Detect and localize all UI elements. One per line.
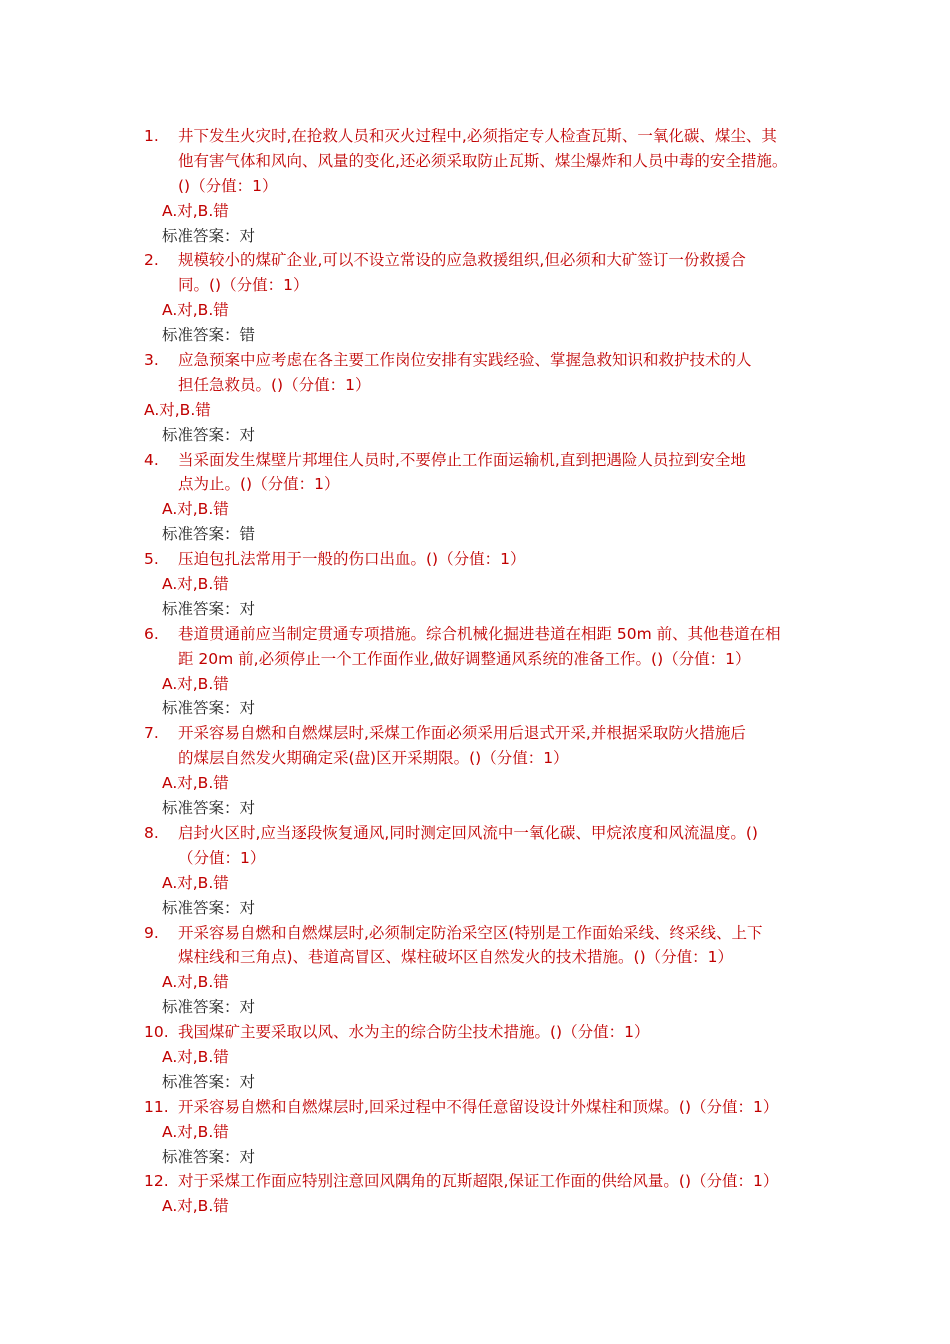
question-item xyxy=(0,124,950,248)
standard-answer-line xyxy=(0,995,950,1020)
standard-answer-line xyxy=(0,423,950,448)
standard-answer-line xyxy=(0,1145,950,1170)
options-line xyxy=(0,871,950,896)
answer-options: A.对,B.错 xyxy=(162,774,229,793)
question-text: 压迫包扎法常用于一般的伤口出血。()（分值：1） xyxy=(178,550,526,569)
options-line xyxy=(0,497,950,522)
question-text: 应急预案中应考虑在各主要工作岗位安排有实践经验、掌握急救知识和救护技术的人 xyxy=(178,351,752,370)
question-text: 我国煤矿主要采取以风、水为主的综合防尘技术措施。()（分值：1） xyxy=(178,1023,650,1042)
standard-answer: 标准答案：对 xyxy=(162,898,256,917)
standard-answer: 标准答案：错 xyxy=(162,525,256,544)
question-line xyxy=(0,921,950,946)
question-line xyxy=(0,622,950,647)
question-text: 巷道贯通前应当制定贯通专项措施。综合机械化掘进巷道在相距 50m 前、其他巷道在相 xyxy=(178,624,781,643)
question-item xyxy=(0,921,950,1021)
standard-answer-line xyxy=(0,796,950,821)
question-text: 井下发生火灾时,在抢救人员和灭火过程中,必须指定专人检查瓦斯、一氧化碳、煤尘、其 xyxy=(178,127,777,145)
standard-answer: 标准答案：对 xyxy=(162,998,256,1017)
question-continuation-line xyxy=(0,945,950,970)
question-text: 他有害气体和风向、风量的变化,还必须采取防止瓦斯、煤尘爆炸和人员中毒的安全措施。 xyxy=(178,151,788,170)
question-text: 担任急救员。()（分值：1） xyxy=(178,375,371,394)
answer-options: A.对,B.错 xyxy=(162,973,229,992)
options-line xyxy=(0,199,950,224)
answer-options: A.对,B.错 xyxy=(162,201,229,220)
question-number: 7. xyxy=(144,724,159,743)
standard-answer: 标准答案：错 xyxy=(162,326,256,345)
question-text: 当采面发生煤壁片邦埋住人员时,不要停止工作面运输机,直到把遇险人员拉到安全地 xyxy=(178,450,746,469)
question-continuation-line xyxy=(0,373,950,398)
options-line xyxy=(0,1194,950,1219)
question-text: 煤柱线和三角点)、巷道高冒区、煤柱破坏区自然发火的技术措施。()（分值：1） xyxy=(178,948,734,967)
options-line xyxy=(0,572,950,597)
standard-answer: 标准答案：对 xyxy=(162,599,256,618)
question-continuation-line xyxy=(0,746,950,771)
question-text: 点为止。()（分值：1） xyxy=(178,475,340,494)
question-text: 距 20m 前,必须停止一个工作面作业,做好调整通风系统的准备工作。()（分值：1） xyxy=(178,649,751,668)
question-number: 8. xyxy=(144,823,159,842)
question-line xyxy=(0,547,950,572)
options-line xyxy=(0,1045,950,1070)
standard-answer: 标准答案：对 xyxy=(162,1147,256,1166)
question-continuation-line xyxy=(0,273,950,298)
question-number: 12. xyxy=(144,1172,169,1191)
standard-answer: 标准答案：对 xyxy=(162,799,256,818)
question-continuation-line xyxy=(0,472,950,497)
question-line xyxy=(0,721,950,746)
question-text: （分值：1） xyxy=(178,848,266,867)
question-line xyxy=(0,821,950,846)
answer-options: A.对,B.错 xyxy=(162,1197,229,1216)
options-line xyxy=(0,672,950,697)
question-continuation-line xyxy=(0,149,950,174)
answer-options: A.对,B.错 xyxy=(162,873,229,892)
answer-options: A.对,B.错 xyxy=(162,301,229,320)
options-line xyxy=(0,1120,950,1145)
question-text: 同。()（分值：1） xyxy=(178,276,309,295)
question-number: 1. xyxy=(144,127,159,145)
question-item xyxy=(0,547,950,622)
question-number: 3. xyxy=(144,351,159,370)
standard-answer-line xyxy=(0,323,950,348)
question-text: 开采容易自燃和自燃煤层时,回采过程中不得任意留设设计外煤柱和顶煤。()（分值：1） xyxy=(178,1097,779,1116)
options-line xyxy=(0,970,950,995)
question-line xyxy=(0,124,950,149)
options-line xyxy=(0,771,950,796)
question-line xyxy=(0,1169,950,1194)
question-text: 启封火区时,应当逐段恢复通风,同时测定回风流中一氧化碳、甲烷浓度和风流温度。() xyxy=(178,823,758,842)
question-continuation-line xyxy=(0,647,950,672)
question-list xyxy=(0,124,950,1219)
question-item xyxy=(0,348,950,448)
question-item xyxy=(0,1095,950,1170)
question-number: 11. xyxy=(144,1097,169,1116)
standard-answer-line xyxy=(0,597,950,622)
question-number: 2. xyxy=(144,251,159,270)
options-line xyxy=(0,398,950,423)
question-item xyxy=(0,721,950,821)
question-item xyxy=(0,248,950,348)
standard-answer-line xyxy=(0,696,950,721)
answer-options: A.对,B.错 xyxy=(162,1122,229,1141)
question-line xyxy=(0,248,950,273)
question-number: 5. xyxy=(144,550,159,569)
question-text: 对于采煤工作面应特别注意回风隅角的瓦斯超限,保证工作面的供给风量。()（分值：1） xyxy=(178,1172,779,1191)
question-number: 9. xyxy=(144,923,159,942)
standard-answer-line xyxy=(0,224,950,249)
question-line xyxy=(0,448,950,473)
question-continuation-line xyxy=(0,174,950,199)
standard-answer-line xyxy=(0,896,950,921)
question-continuation-line xyxy=(0,846,950,871)
question-line xyxy=(0,348,950,373)
question-text: 规模较小的煤矿企业,可以不设立常设的应急救援组织,但必须和大矿签订一份救援合 xyxy=(178,251,746,270)
question-number: 4. xyxy=(144,450,159,469)
answer-options: A.对,B.错 xyxy=(162,575,229,594)
standard-answer: 标准答案：对 xyxy=(162,226,256,245)
standard-answer: 标准答案：对 xyxy=(162,699,256,718)
question-text: ()（分值：1） xyxy=(178,176,278,195)
standard-answer-line xyxy=(0,522,950,547)
question-item xyxy=(0,821,950,921)
options-line xyxy=(0,298,950,323)
standard-answer: 标准答案：对 xyxy=(162,425,256,444)
question-item xyxy=(0,622,950,722)
question-line xyxy=(0,1020,950,1045)
question-item xyxy=(0,448,950,548)
standard-answer: 标准答案：对 xyxy=(162,1072,256,1091)
answer-options: A.对,B.错 xyxy=(162,674,229,693)
answer-options: A.对,B.错 xyxy=(144,400,211,419)
answer-options: A.对,B.错 xyxy=(162,500,229,519)
question-number: 6. xyxy=(144,624,159,643)
question-text: 的煤层自然发火期确定采(盘)区开采期限。()（分值：1） xyxy=(178,749,569,768)
question-line xyxy=(0,1095,950,1120)
question-number: 10. xyxy=(144,1023,169,1042)
answer-options: A.对,B.错 xyxy=(162,1047,229,1066)
question-item xyxy=(0,1169,950,1219)
question-text: 开采容易自燃和自燃煤层时,必须制定防治采空区(特别是工作面始采线、终采线、上下 xyxy=(178,923,763,942)
standard-answer-line xyxy=(0,1070,950,1095)
question-text: 开采容易自燃和自燃煤层时,采煤工作面必须采用后退式开采,并根据采取防火措施后 xyxy=(178,724,746,743)
question-item xyxy=(0,1020,950,1095)
